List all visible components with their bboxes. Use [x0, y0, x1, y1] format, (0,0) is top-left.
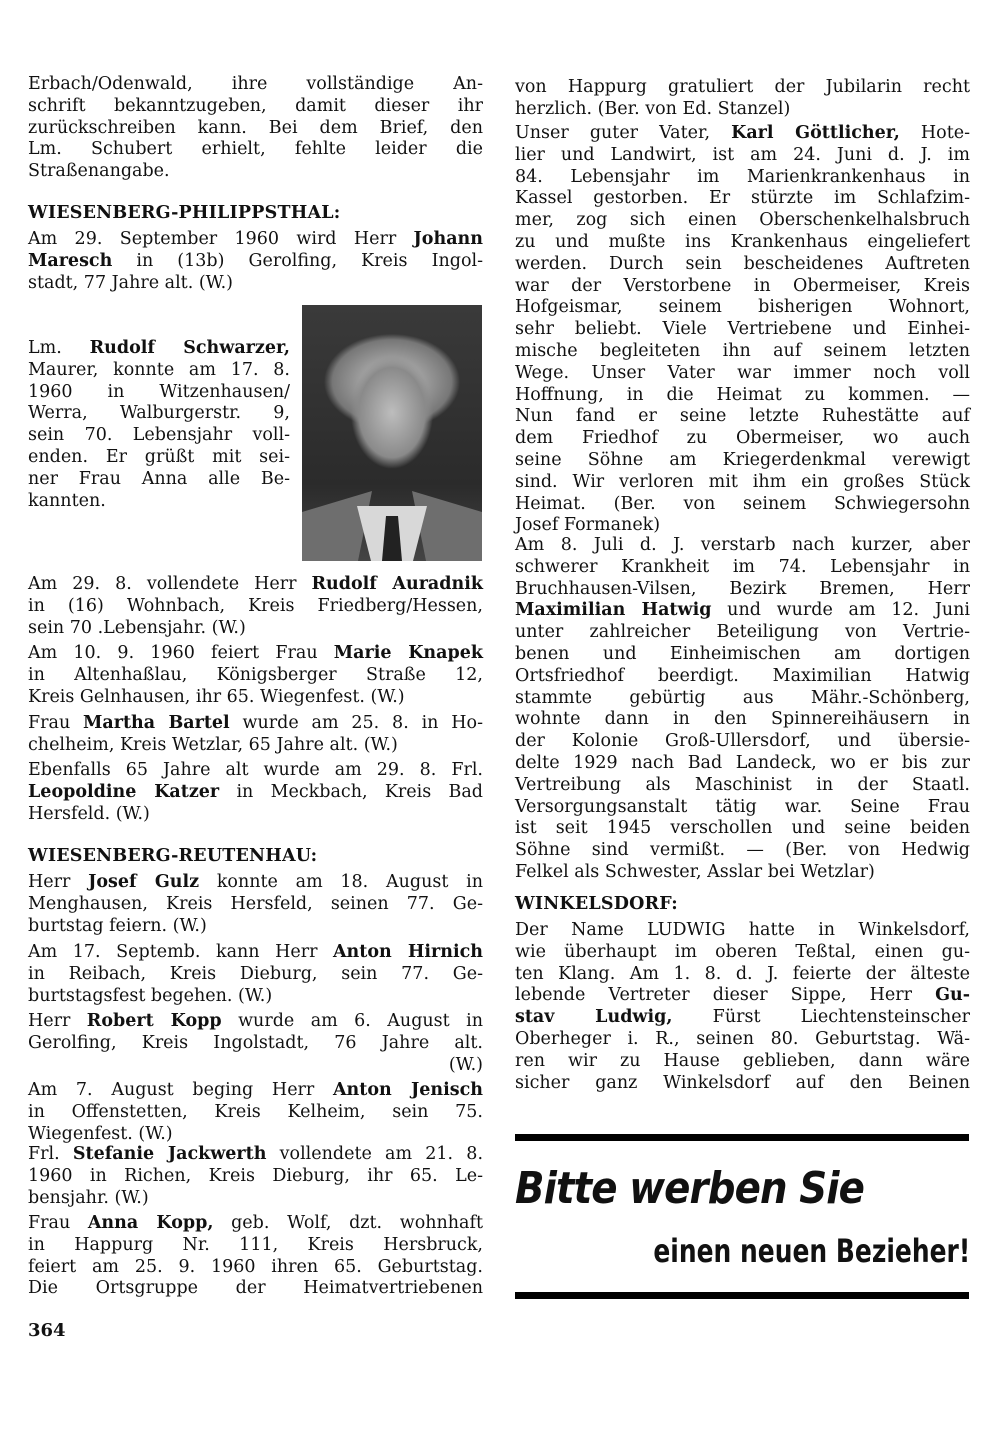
text-line: Am 17. Septemb. kann Herr Anton Hirnich	[28, 942, 483, 962]
text-line: Kreis Gelnhausen, ihr 65. Wiegenfest. (W.)	[28, 686, 405, 707]
text-line: seine Söhne am Kriegerdenkmal verewigt	[515, 449, 970, 470]
text-line: schwerer Krankheit im 74. Lebensjahr in	[515, 556, 970, 577]
text-line: Die Ortsgruppe der Heimatvertriebenen	[28, 1278, 483, 1299]
paragraph	[28, 1011, 483, 1076]
bold-name: Martha Bartel	[83, 713, 230, 733]
text-line: Josef Formanek)	[515, 515, 661, 536]
bold-name: Leopoldine Katzer	[28, 781, 220, 802]
section-heading	[515, 894, 970, 916]
paragraph	[28, 574, 483, 639]
text-line: dem Friedhof zu Obermeiser, wo auch	[515, 428, 970, 449]
paragraph	[28, 713, 483, 757]
paragraph	[28, 74, 483, 183]
text-line: stadt, 77 Jahre alt. (W.)	[28, 272, 233, 293]
text-line: Kassel gestorben. Er stürzte im Schlafzim-	[515, 188, 970, 209]
bold-name: Karl Göttlicher,	[731, 123, 900, 143]
paragraph	[515, 920, 970, 1094]
text-line: Maurer, konnte am 17. 8.	[28, 359, 290, 380]
text-line: stav Ludwig, Fürst Liechtensteinscher	[515, 1007, 970, 1028]
text-line: (W.)	[448, 1054, 483, 1075]
text-line: mer, zog sich einen Oberschenkelhalsbruch	[515, 210, 970, 231]
paragraph	[28, 760, 483, 825]
text-line: lebende Vertreter dieser Sippe, Herr Gu-	[515, 985, 970, 1006]
text-line: Hofgeismar, seinem bisherigen Wohnort,	[515, 297, 970, 318]
text-line: ist seit 1945 verschollen und seine beiden	[515, 818, 970, 839]
text-line: in (16) Wohnbach, Kreis Friedberg/Hessen,	[28, 595, 483, 616]
text-line: Unser guter Vater, Karl Göttlicher, Hote-	[515, 123, 970, 143]
text-line: Oberheger i. R., seinen 80. Geburtstag. Wä-	[515, 1028, 970, 1049]
page-number: 364	[28, 1320, 66, 1341]
text-line: Söhne sind vermißt. — (Ber. von Hedwig	[515, 840, 970, 861]
text-line: sind. Wir verloren mit ihm ein großes Stück	[515, 471, 970, 492]
text-line: 84. Lebensjahr im Marienkrankenhaus in	[515, 166, 970, 187]
text-line: sehr beliebt. Viele Vertriebene und Einhei-	[515, 319, 970, 340]
text-line: Heimat. (Ber. von seinem Schwiegersohn	[515, 493, 970, 514]
text-line: werden. Durch sein bescheidenes Auftreten	[515, 253, 970, 274]
text-line: kannten.	[28, 490, 106, 511]
bold-name: Johann	[413, 229, 483, 249]
text-line: zurückschreiben kann. Bei dem Brief, den	[28, 117, 483, 138]
paragraph	[28, 229, 483, 294]
section-heading	[28, 203, 483, 225]
text-line: ner Frau Anna alle Be-	[28, 468, 290, 489]
text-line: Nun fand er seine letzte Ruhestätte auf	[515, 406, 970, 427]
text-line: enden. Er grüßt mit sei-	[28, 446, 290, 467]
text-line: Lm. Schubert erhielt, fehlte leider die	[28, 139, 483, 160]
text-line: Ortsfriedhof beerdigt. Maximilian Hatwig	[515, 665, 970, 686]
text-line: burtstag feiern. (W.)	[28, 915, 207, 936]
bold-name: Gu-	[935, 985, 970, 1006]
ad-bottom-rule	[515, 1292, 969, 1299]
text-line: Maresch in (13b) Gerolfing, Kreis Ingol-	[28, 250, 483, 271]
section-heading-text: WIESENBERG-PHILIPPSTHAL:	[28, 203, 341, 223]
text-line: in Offenstetten, Kreis Kelheim, sein 75.	[28, 1101, 483, 1122]
text-line: wie überhaupt im oberen Teßtal, einen gu-	[515, 941, 970, 962]
paragraph	[28, 1144, 483, 1209]
text-line: Frau Anna Kopp, geb. Wolf, dzt. wohnhaft	[28, 1213, 483, 1233]
bold-name: Stefanie Jackwerth	[72, 1144, 267, 1164]
bold-name: Marie Knapek	[333, 643, 483, 663]
text-line: in Altenhaßlau, Königsberger Straße 12,	[28, 664, 483, 685]
text-line: bensjahr. (W.)	[28, 1187, 149, 1208]
text-line: Am 7. August beging Herr Anton Jenisch	[28, 1080, 483, 1100]
text-line: Vertreibung als Maschinist in der Staatl.	[515, 774, 970, 795]
paragraph	[515, 77, 970, 121]
ad-top-rule	[515, 1134, 969, 1141]
photo-jacket-right	[412, 491, 482, 561]
bold-name: Rudolf Auradnik	[311, 574, 483, 594]
ad-headline: Bitte werben Sie	[515, 1163, 865, 1214]
text-line: lier und Landwirt, ist am 24. Juni d. J. im	[515, 144, 970, 165]
bold-name: Robert Kopp	[86, 1011, 222, 1031]
bold-name: Anna Kopp,	[87, 1213, 214, 1233]
section-heading-text: WINKELSDORF:	[515, 894, 678, 914]
bold-name: Maximilian Hatwig	[515, 600, 712, 621]
text-line: ren wir zu Hause geblieben, dann wäre	[515, 1050, 970, 1071]
text-line: Wege. Unser Vater war immer noch voll	[515, 362, 970, 383]
text-line: wohnte dann in den Spinnereihäusern in	[515, 709, 970, 730]
text-line: Bruchhausen-Vilsen, Bezirk Bremen, Herr	[515, 578, 970, 599]
text-line: Am 29. 8. vollendete Herr Rudolf Auradnik	[28, 574, 483, 594]
text-line: Menghausen, Kreis Hersfeld, seinen 77. Ge-	[28, 893, 483, 914]
text-line: Maximilian Hatwig und wurde am 12. Juni	[515, 600, 970, 621]
text-line: Leopoldine Katzer in Meckbach, Kreis Bad	[28, 781, 483, 802]
text-line: Frau Martha Bartel wurde am 25. 8. in Ho-	[28, 713, 483, 733]
text-line: benen und Einheimischen am dortigen	[515, 643, 970, 664]
bold-name: Josef Gulz	[88, 872, 200, 892]
text-line: sicher ganz Winkelsdorf auf den Beinen	[515, 1072, 970, 1093]
text-line: zu und mußte ins Krankenhaus eingeliefert	[515, 231, 970, 252]
text-line: feiert am 25. 9. 1960 ihren 65. Geburtstag.	[28, 1256, 483, 1277]
text-line: sein 70. Lebensjahr voll-	[28, 425, 290, 446]
text-line: Am 10. 9. 1960 feiert Frau Marie Knapek	[28, 643, 483, 663]
text-line: burtstagsfest begehen. (W.)	[28, 985, 273, 1006]
bold-name: Rudolf Schwarzer,	[89, 338, 291, 358]
text-line: Hoffnung, in die Heimat zu kommen. —	[515, 384, 970, 405]
bold-name: stav Ludwig,	[515, 1007, 673, 1028]
text-line: Herr Robert Kopp wurde am 6. August in	[28, 1011, 484, 1031]
text-line: Herr Josef Gulz konnte am 18. August in	[28, 872, 483, 892]
text-line: war der Verstorbene in Obermeiser, Kreis	[515, 275, 970, 296]
text-line: Ebenfalls 65 Jahre alt wurde am 29. 8. Frl.	[28, 760, 483, 780]
section-heading-text: WIESENBERG-REUTENHAU:	[28, 846, 318, 866]
text-line: ten Klang. Am 1. 8. d. J. feierte der älteste	[515, 963, 970, 984]
text-line: Werra, Walburgerstr. 9,	[28, 403, 290, 424]
text-line: 1960 in Witzenhausen/	[28, 381, 290, 402]
text-line: schrift bekanntzugeben, damit dieser ihr	[28, 95, 483, 116]
text-line: chelheim, Kreis Wetzlar, 65 Jahre alt. (W.)	[28, 734, 398, 755]
text-line: Straßenangabe.	[28, 161, 170, 182]
paragraph	[515, 535, 970, 884]
text-line: Lm. Rudolf Schwarzer,	[28, 338, 291, 358]
text-line: Erbach/Odenwald, ihre vollständige An-	[28, 74, 483, 94]
paragraph	[28, 643, 483, 708]
paragraph	[28, 942, 483, 1007]
text-line: Der Name LUDWIG hatte in Winkelsdorf,	[515, 920, 970, 940]
paragraph	[28, 1213, 483, 1300]
paragraph	[28, 1080, 483, 1145]
paragraph	[515, 123, 970, 537]
text-line: der Kolonie Groß-Ullersdorf, und übersie-	[515, 731, 970, 752]
text-line: Am 29. September 1960 wird Herr Johann	[28, 229, 483, 249]
portrait-photo-rudolf-schwarzer	[302, 305, 482, 561]
text-line: stammte gebürtig aus Mähr.-Schönberg,	[515, 687, 970, 708]
text-line: von Happurg gratuliert der Jubilarin recht	[515, 77, 970, 97]
text-line: sein 70 .Lebensjahr. (W.)	[28, 617, 246, 638]
text-line: Gerolfing, Kreis Ingolstadt, 76 Jahre alt.	[28, 1032, 483, 1053]
photo-jacket-left	[302, 491, 372, 561]
paragraph	[28, 338, 290, 512]
text-line: Felkel als Schwester, Asslar bei Wetzlar)	[515, 861, 875, 882]
bold-name: Anton Hirnich	[332, 942, 483, 962]
paragraph	[28, 872, 483, 937]
text-line: Frl. Stefanie Jackwerth vollendete am 21. 8.	[28, 1144, 484, 1164]
text-line: Wiegenfest. (W.)	[28, 1123, 173, 1144]
text-line: in Happurg Nr. 111, Kreis Hersbruck,	[28, 1234, 483, 1255]
text-line: in Reibach, Kreis Dieburg, sein 77. Ge-	[28, 963, 483, 984]
bold-name: Maresch	[28, 250, 113, 271]
text-line: Hersfeld. (W.)	[28, 803, 150, 824]
bold-name: Anton Jenisch	[332, 1080, 483, 1100]
section-heading	[28, 846, 483, 868]
text-line: Am 8. Juli d. J. verstarb nach kurzer, aber	[515, 535, 970, 555]
text-line: mische begleiteten ihn auf seinem letzten	[515, 340, 970, 361]
text-line: 1960 in Richen, Kreis Dieburg, ihr 65. Le-	[28, 1165, 483, 1186]
text-line: unter zahlreicher Beteiligung von Vertrie-	[515, 622, 970, 643]
ad-subline: einen neuen Bezieher!	[653, 1232, 970, 1270]
text-line: herzlich. (Ber. von Ed. Stanzel)	[515, 98, 791, 119]
text-line: delte 1929 nach Bad Landeck, wo er bis zur	[515, 752, 970, 773]
text-line: Versorgungsanstalt tätig war. Seine Frau	[515, 796, 970, 817]
